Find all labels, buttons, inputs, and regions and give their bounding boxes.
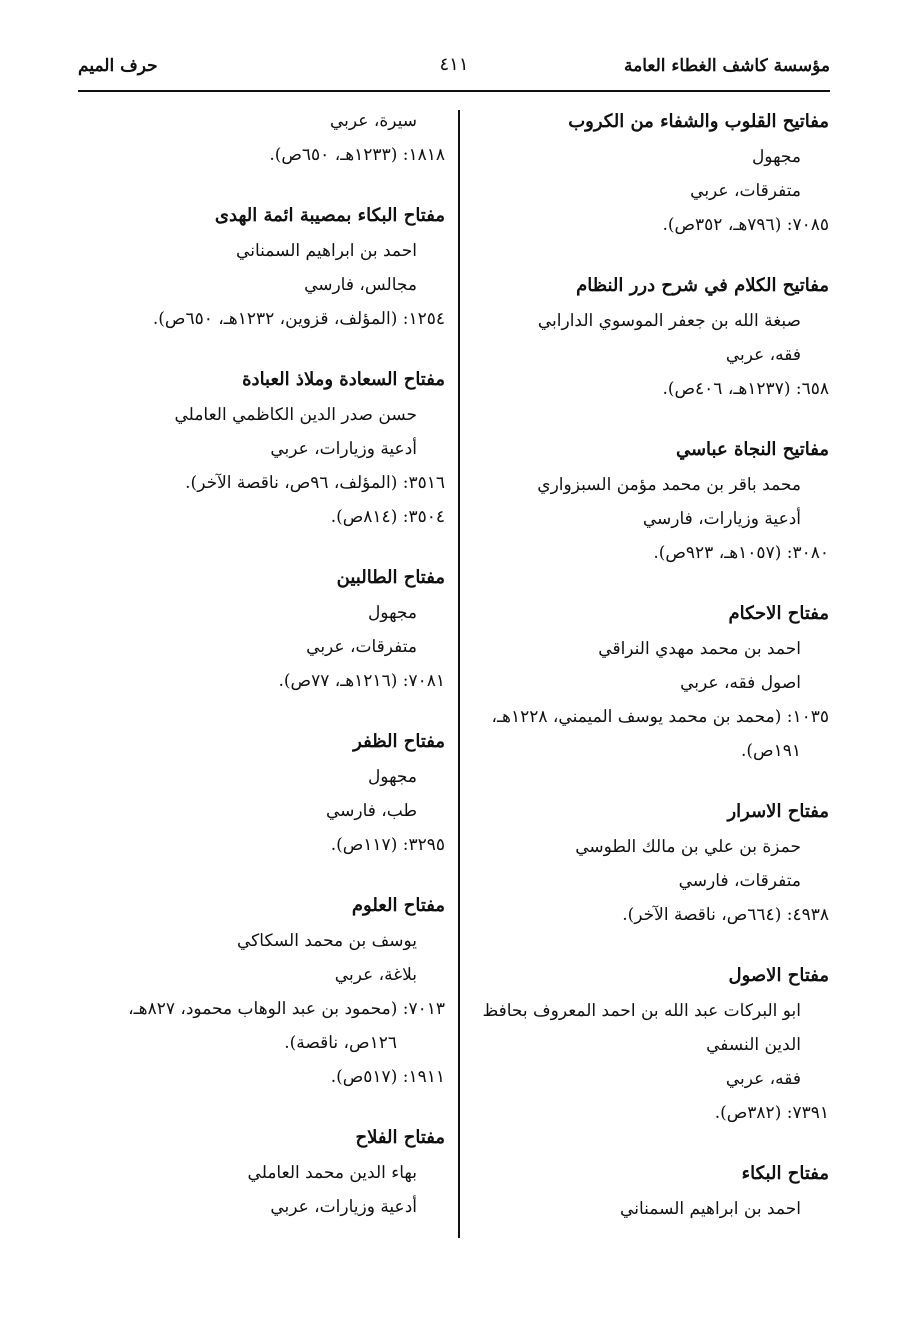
entry-author: بهاء الدين محمد العاملي [247,1163,417,1183]
entry-author: احمد بن ابراهيم السمناني [236,241,417,261]
entry-reference: ١٢٥٤: (المؤلف، قزوين، ١٢٣٢هـ، ٦٥٠ص). [152,309,445,329]
entry-title: مفاتيح القلوب والشفاء من الكروب [568,111,829,132]
entry-author: صبغة الله بن جعفر الموسوي الدارابي [537,311,801,331]
catalog-entry [77,888,445,1094]
publisher-name: مؤسسة كاشف الغطاء العامة [623,56,830,76]
entry-title: مفاتيح الكلام في شرح درر النظام [576,275,829,296]
catalog-entry [473,432,829,570]
entry-subject: أدعية وزيارات، عربي [270,439,417,459]
catalog-entry [473,596,829,768]
entry-subject: أدعية وزيارات، فارسي [642,509,801,529]
column-divider [458,110,460,1238]
entry-title: مفتاح الظفر [353,731,445,752]
entry-subject: فقه، عربي [725,1069,801,1089]
entry-subject: طب، فارسي [325,801,417,821]
entry-subject: سيرة، عربي [330,111,417,131]
entry-author: مجهول [367,603,417,623]
entry-author: حسن صدر الدين الكاظمي العاملي [174,405,417,425]
catalog-entry [77,104,445,172]
entry-reference: ١٩١١: (٥١٧ص). [330,1067,445,1087]
catalog-entry [473,794,829,932]
entry-subject: متفرقات، فارسي [678,871,801,891]
entry-subject: مجالس، فارسي [304,275,417,295]
entry-author-cont: الدين النسفي [706,1035,801,1055]
entry-reference: ٧٠٨٥: (٧٩٦هـ، ٣٥٢ص). [662,215,829,235]
entry-reference: ٤٩٣٨: (٦٦٤ص، ناقصة الآخر). [622,905,829,925]
entry-subject: متفرقات، عربي [690,181,801,201]
page-number: ٤١١ [439,54,469,75]
entry-author: حمزة بن علي بن مالك الطوسي [575,837,801,857]
entry-reference: ٧٣٩١: (٣٨٢ص). [714,1103,829,1123]
entry-reference-cont: ١٩١ص). [741,741,801,761]
entry-author: محمد باقر بن محمد مؤمن السبزواري [537,475,801,495]
entry-subject: فقه، عربي [725,345,801,365]
entry-reference: ٦٥٨: (١٢٣٧هـ، ٤٠٦ص). [662,379,829,399]
entry-subject: متفرقات، عربي [306,637,417,657]
left-column [77,104,445,1250]
catalog-entry [473,958,829,1130]
entry-title: مفتاح الطالبين [336,567,445,588]
entry-reference: ١٨١٨: (١٢٣٣هـ، ٦٥٠ص). [269,145,445,165]
catalog-entry [77,724,445,862]
entry-title: مفتاح العلوم [351,895,445,916]
entry-author: احمد بن محمد مهدي النراقي [598,639,801,659]
entry-reference: ٣٢٩٥: (١١٧ص). [330,835,445,855]
entry-subject: أدعية وزيارات، عربي [270,1197,417,1217]
entry-title: مفتاح البكاء [741,1163,829,1184]
header-rule [78,90,830,92]
right-column [473,104,829,1252]
catalog-entry [77,362,445,534]
entry-reference: ٧٠١٣: (محمود بن عبد الوهاب محمود، ٨٢٧هـ، [128,999,445,1019]
entry-title: مفتاح الاصول [728,965,829,986]
chapter-title: حرف الميم [78,56,158,76]
entry-reference: ٧٠٨١: (١٢١٦هـ، ٧٧ص). [278,671,445,691]
page-header [78,50,830,90]
entry-title: مفتاح الاسرار [727,801,829,822]
entry-reference: ٣٠٨٠: (١٠٥٧هـ، ٩٢٣ص). [653,543,829,563]
entry-title: مفتاح الفلاح [355,1127,445,1148]
entry-reference: ٣٥١٦: (المؤلف، ٩٦ص، ناقصة الآخر). [185,473,445,493]
entry-title: مفتاح الاحكام [728,603,829,624]
catalog-entry [77,560,445,698]
entry-reference: ١٠٣٥: (محمد بن محمد يوسف الميمني، ١٢٢٨هـ، [491,707,829,727]
entry-title: مفتاح السعادة وملاذ العبادة [242,369,445,390]
entry-reference-cont: ١٢٦ص، ناقصة). [284,1033,397,1053]
catalog-entry [473,104,829,242]
entry-subject: اصول فقه، عربي [680,673,801,693]
catalog-entry [473,1156,829,1226]
entry-author: مجهول [367,767,417,787]
catalog-entry [473,268,829,406]
entry-author: يوسف بن محمد السكاكي [237,931,417,951]
entry-subject: بلاغة، عربي [334,965,417,985]
entry-title: مفاتيح النجاة عباسي [675,439,829,460]
entry-author: مجهول [751,147,801,167]
entry-author: احمد بن ابراهيم السمناني [620,1199,801,1219]
entry-author: ابو البركات عبد الله بن احمد المعروف بحافظ [482,1001,801,1021]
entry-reference: ٣٥٠٤: (٨١٤ص). [330,507,445,527]
catalog-entry [77,1120,445,1224]
entry-title: مفتاح البكاء بمصيبة ائمة الهدى [214,205,445,226]
catalog-entry [77,198,445,336]
